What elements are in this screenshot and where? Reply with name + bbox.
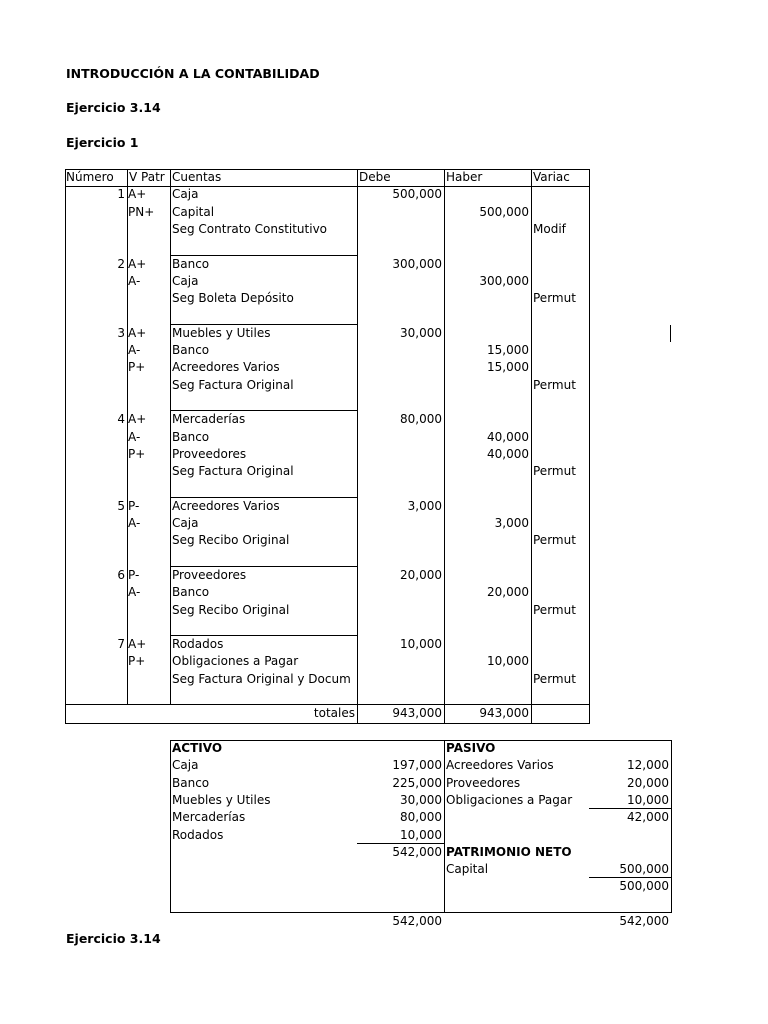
column-header: Haber bbox=[446, 170, 483, 184]
liability-name: Acreedores Varios bbox=[446, 758, 554, 773]
balance-total-right: 542,000 bbox=[619, 914, 669, 928]
account-name: Acreedores Varios bbox=[172, 360, 280, 375]
patrimonial-variation: P- bbox=[128, 498, 140, 513]
column-header: Número bbox=[66, 170, 114, 184]
patrimonial-variation: A- bbox=[128, 516, 141, 530]
exercise-heading: Ejercicio 3.14 bbox=[66, 100, 161, 115]
column-header: Debe bbox=[359, 170, 391, 184]
account-name: Banco bbox=[172, 256, 210, 271]
account-name: Seg Boleta Depósito bbox=[172, 291, 294, 306]
activo-heading: ACTIVO bbox=[172, 741, 223, 755]
entry-number: 5 bbox=[117, 498, 125, 513]
asset-name: Caja bbox=[172, 758, 199, 773]
totals-label: totales bbox=[313, 706, 355, 720]
equity-name: Capital bbox=[446, 862, 489, 877]
account-name: Proveedores bbox=[172, 567, 247, 582]
pasivo-subtotal: 42,000 bbox=[627, 810, 669, 825]
credit-amount: 40,000 bbox=[487, 429, 529, 444]
asset-name: Mercaderías bbox=[172, 810, 246, 825]
credit-amount: 40,000 bbox=[487, 446, 529, 461]
variation-type: Permut bbox=[533, 377, 576, 392]
total-debit: 943,000 bbox=[392, 706, 442, 720]
debit-amount: 3,000 bbox=[407, 498, 442, 513]
account-name: Banco bbox=[172, 343, 210, 357]
exercise-subheading: Ejercicio 1 bbox=[66, 135, 139, 150]
asset-value: 80,000 bbox=[400, 810, 442, 825]
account-name: Caja bbox=[172, 516, 199, 530]
account-name: Banco bbox=[172, 429, 210, 444]
account-name: Seg Factura Original bbox=[172, 464, 294, 479]
pn-subtotal: 500,000 bbox=[619, 879, 669, 894]
patrimonial-variation: P+ bbox=[128, 654, 146, 669]
balance-border-left bbox=[170, 740, 171, 913]
variation-type: Permut bbox=[533, 464, 576, 479]
account-name: Seg Recibo Original bbox=[172, 602, 290, 617]
asset-name: Muebles y Utiles bbox=[172, 792, 271, 807]
credit-amount: 10,000 bbox=[487, 654, 529, 669]
debit-amount: 10,000 bbox=[400, 637, 442, 652]
entry-number: 2 bbox=[117, 256, 125, 271]
debit-amount: 30,000 bbox=[400, 325, 442, 340]
account-name: Capital bbox=[172, 204, 215, 219]
entry-number: 6 bbox=[117, 567, 125, 582]
patrimonial-variation: A+ bbox=[128, 325, 147, 340]
patrimonial-variation: A+ bbox=[128, 637, 147, 652]
asset-value: 197,000 bbox=[392, 758, 442, 773]
page-title: INTRODUCCIÓN A LA CONTABILIDAD bbox=[66, 66, 320, 81]
balance-border-top bbox=[170, 740, 672, 741]
patrimonial-variation: A- bbox=[128, 343, 141, 357]
liability-value: 10,000 bbox=[627, 792, 669, 807]
patrimonial-variation: A+ bbox=[128, 412, 147, 427]
account-name: Muebles y Utiles bbox=[172, 325, 271, 340]
balance-total-left: 542,000 bbox=[392, 914, 442, 928]
column-header: V Patr bbox=[129, 170, 165, 184]
text-cursor bbox=[670, 325, 671, 342]
debit-amount: 300,000 bbox=[392, 256, 442, 271]
debit-amount: 80,000 bbox=[400, 412, 442, 427]
patrimonial-variation: PN+ bbox=[128, 204, 155, 219]
pn-heading: PATRIMONIO NETO bbox=[446, 844, 572, 859]
account-name: Banco bbox=[172, 585, 210, 600]
credit-amount: 15,000 bbox=[487, 360, 529, 375]
variation-type: Permut bbox=[533, 602, 576, 617]
column-header: Variac bbox=[533, 170, 570, 184]
entry-number: 1 bbox=[117, 187, 125, 202]
variation-type: Permut bbox=[533, 671, 576, 686]
column-header: Cuentas bbox=[172, 170, 222, 184]
asset-name: Banco bbox=[172, 775, 210, 790]
account-name: Seg Recibo Original bbox=[172, 533, 290, 548]
liability-name: Proveedores bbox=[446, 775, 521, 790]
variation-type: Modif bbox=[533, 221, 566, 236]
asset-name: Rodados bbox=[172, 827, 224, 842]
account-name: Rodados bbox=[172, 637, 224, 652]
pasivo-heading: PASIVO bbox=[446, 741, 496, 755]
patrimonial-variation: P+ bbox=[128, 360, 146, 375]
asset-value: 10,000 bbox=[400, 827, 442, 842]
liability-value: 20,000 bbox=[627, 775, 669, 790]
asset-value: 225,000 bbox=[392, 775, 442, 790]
asset-value: 30,000 bbox=[400, 792, 442, 807]
balance-border-right bbox=[671, 740, 672, 913]
entry-number: 7 bbox=[117, 637, 125, 652]
account-name: Obligaciones a Pagar bbox=[172, 654, 299, 669]
variation-type: Permut bbox=[533, 291, 576, 306]
entry-number: 4 bbox=[117, 412, 125, 427]
account-name: Proveedores bbox=[172, 446, 247, 461]
total-credit: 943,000 bbox=[479, 706, 529, 720]
patrimonial-variation: P- bbox=[128, 567, 140, 582]
variation-type: Permut bbox=[533, 533, 576, 548]
entry-number: 3 bbox=[117, 325, 125, 340]
debit-amount: 20,000 bbox=[400, 567, 442, 582]
patrimonial-variation: P+ bbox=[128, 446, 146, 461]
credit-amount: 3,000 bbox=[494, 516, 529, 530]
credit-amount: 300,000 bbox=[479, 273, 529, 288]
account-name: Seg Contrato Constitutivo bbox=[172, 221, 328, 236]
liability-value: 12,000 bbox=[627, 758, 669, 773]
footer-heading: Ejercicio 3.14 bbox=[66, 931, 161, 946]
account-name: Mercaderías bbox=[172, 412, 246, 427]
account-name: Acreedores Varios bbox=[172, 498, 280, 513]
account-name: Seg Factura Original bbox=[172, 377, 294, 392]
patrimonial-variation: A- bbox=[128, 273, 141, 288]
debit-amount: 500,000 bbox=[392, 187, 442, 202]
equity-value: 500,000 bbox=[619, 862, 669, 877]
patrimonial-variation: A+ bbox=[128, 256, 147, 271]
account-name: Caja bbox=[172, 273, 199, 288]
activo-subtotal: 542,000 bbox=[392, 844, 442, 859]
credit-amount: 20,000 bbox=[487, 585, 529, 600]
patrimonial-variation: A+ bbox=[128, 187, 147, 202]
balance-divider bbox=[444, 740, 445, 913]
liability-name: Obligaciones a Pagar bbox=[446, 792, 573, 807]
account-name: Caja bbox=[172, 187, 199, 202]
account-name: Seg Factura Original y Docum bbox=[172, 671, 351, 686]
patrimonial-variation: A- bbox=[128, 585, 141, 600]
credit-amount: 500,000 bbox=[479, 204, 529, 219]
credit-amount: 15,000 bbox=[487, 343, 529, 357]
patrimonial-variation: A- bbox=[128, 429, 141, 444]
